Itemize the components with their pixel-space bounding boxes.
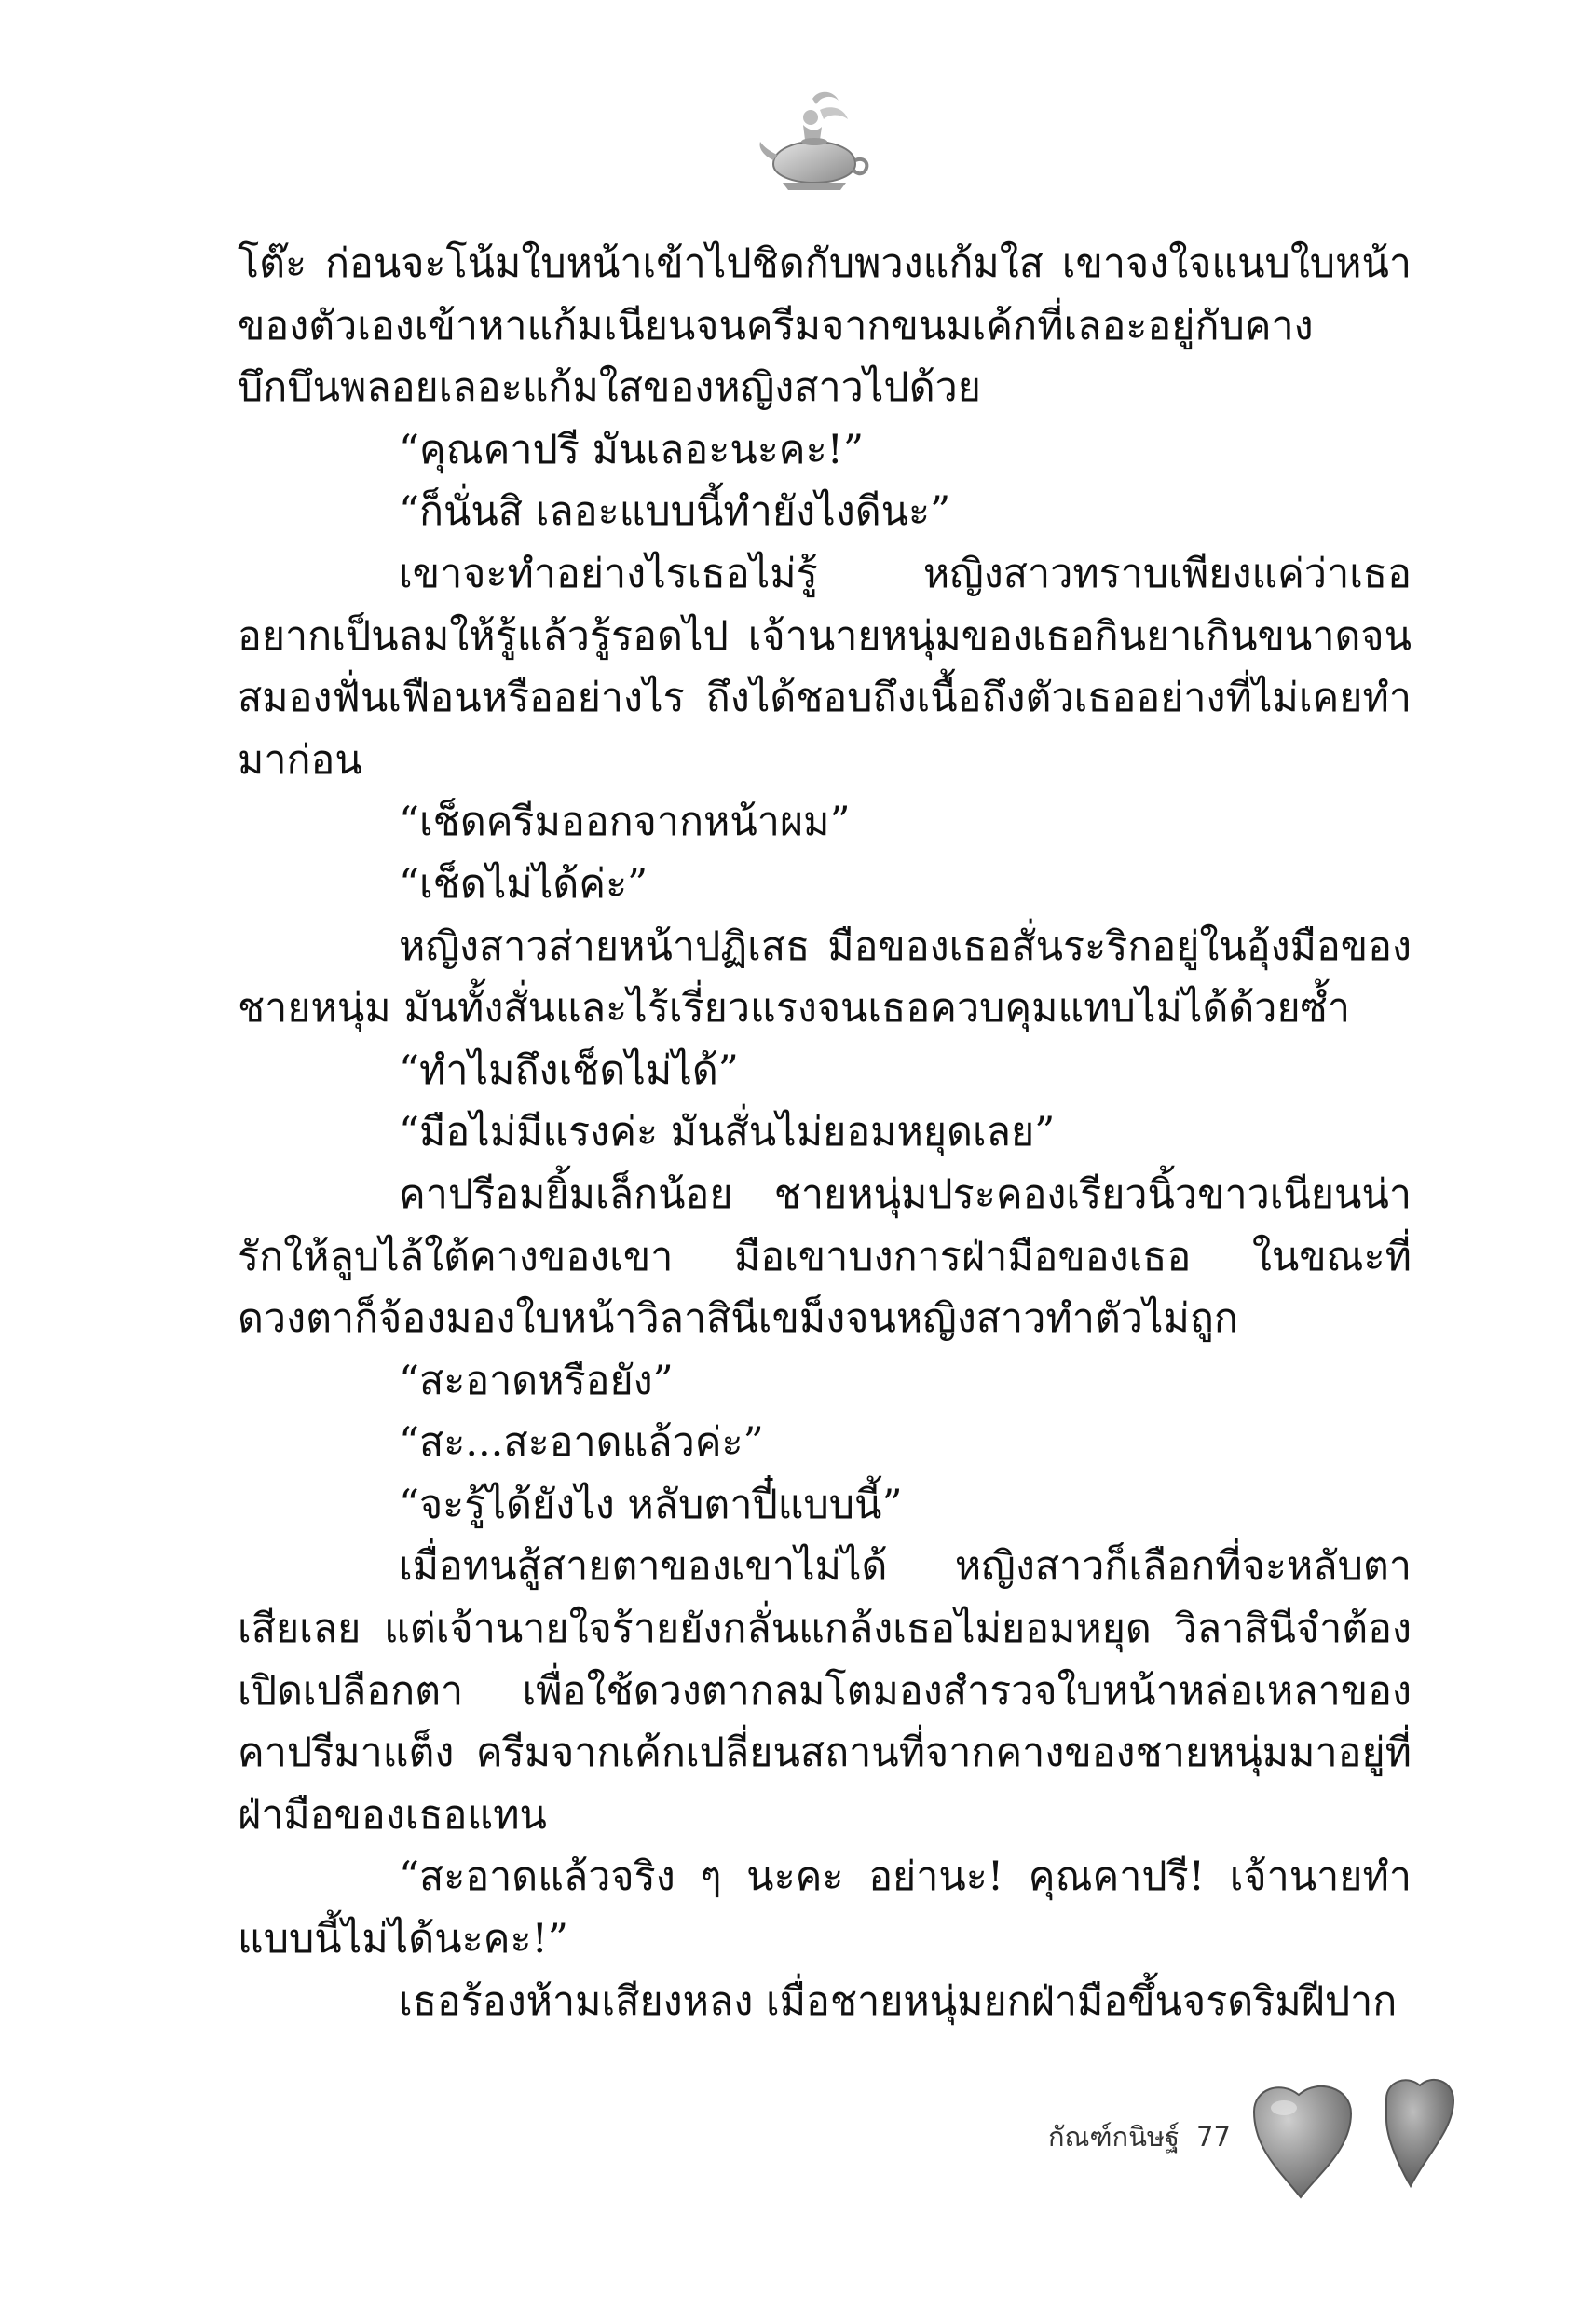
dialogue-line: “เช็ดครีมออกจากหน้าผม” xyxy=(399,799,851,846)
dialogue-line: “สะ...สะอาดแล้วค่ะ” xyxy=(399,1419,764,1467)
dialogue-line: “ทำไมถึงเช็ดไม่ได้” xyxy=(399,1046,739,1094)
story-text xyxy=(238,233,1412,2032)
dialogue-line: “เช็ดไม่ได้ค่ะ” xyxy=(399,860,648,908)
paragraph: เมื่อทนสู้สายตาของเขาไม่ได้ หญิงสาวก็เลือกที่จะหลับตาเสียเลย แต่เจ้านายใจร้ายยังกลั่นแกล้งเธอไม่ยอมหยุด วิลาสินีจำต้องเปิดเปลือกตา เพื่อใช้ดวงตากลมโตมองสำรวจใบหน้าหล่อเหลาของ คาปรีมาแต็ง ครีมจากเค้กเปลี่ยนสถานที่จากคางของชายหนุ่มมาอยู่ที่ฝ่ามือของเธอแทน xyxy=(238,1543,1412,1839)
dialogue-line: “มือไม่มีแรงค่ะ มันสั่นไม่ยอมหยุดเลย” xyxy=(399,1109,1056,1156)
dialogue-line: “ก็นั่นสิ เลอะแบบนี้ทำยังไงดีนะ” xyxy=(399,488,951,536)
page-footer xyxy=(1048,2115,1235,2158)
dialogue-line: “คุณคาปรี มันเลอะนะคะ!” xyxy=(399,426,864,473)
paragraph: โต๊ะ ก่อนจะโน้มใบหน้าเข้าไปชิดกับพวงแก้มใส เขาจงใจแนบใบหน้าของตัวเองเข้าหาแก้มเนียนจนครีมจากขนมเค้กที่เลอะอยู่กับคางบึกบึนพลอยเลอะแก้มใสของหญิงสาวไปด้วย xyxy=(238,240,1412,412)
hearts-icon xyxy=(1247,2071,1461,2201)
dialogue-line: “สะอาดหรือยัง” xyxy=(399,1357,674,1404)
paragraph: เขาจะทำอย่างไรเธอไม่รู้ หญิงสาวทราบเพียงแค่ว่าเธออยากเป็นลมให้รู้แล้วรู้รอดไป เจ้านายหนุ่มของเธอกินยาเกินขนาดจนสมองฟั่นเฟือนหรืออย่างไร ถึงได้ชอบถึงเนื้อถึงตัวเธออย่างที่ไม่เคยทำมาก่อน xyxy=(238,550,1412,784)
book-title: กัณฑ์กนิษฐ์ xyxy=(1048,2121,1180,2153)
cupid-teapot-icon xyxy=(755,82,876,203)
dialogue-line: “จะรู้ได้ยังไง หลับตาปี๋แบบนี้” xyxy=(399,1481,903,1528)
paragraph: หญิงสาวส่ายหน้าปฏิเสธ มือของเธอสั่นระริกอยู่ในอุ้งมือของชายหนุ่ม มันทั้งสั่นและไร้เรี่ยวแรงจนเธอควบคุมแทบไม่ได้ด้วยซ้ำ xyxy=(238,923,1412,1032)
paragraph: เธอร้องห้ามเสียงหลง เมื่อชายหนุ่มยกฝ่ามือขึ้นจรดริมฝีปาก xyxy=(399,1977,1398,2025)
page-number: 77 xyxy=(1196,2121,1231,2153)
dialogue-line: “สะอาดแล้วจริง ๆ นะคะ อย่านะ! คุณคาปรี! เจ้านายทำแบบนี้ไม่ได้นะคะ!” xyxy=(238,1853,1412,1963)
paragraph: คาปรีอมยิ้มเล็กน้อย ชายหนุ่มประคองเรียวนิ้วขาวเนียนน่ารักให้ลูบไล้ใต้คางของเขา มือเขาบงการฝ่ามือของเธอ ในขณะที่ดวงตาก็จ้องมองใบหน้าวิลาสินีเขม็งจนหญิงสาวทำตัวไม่ถูก xyxy=(238,1170,1412,1343)
